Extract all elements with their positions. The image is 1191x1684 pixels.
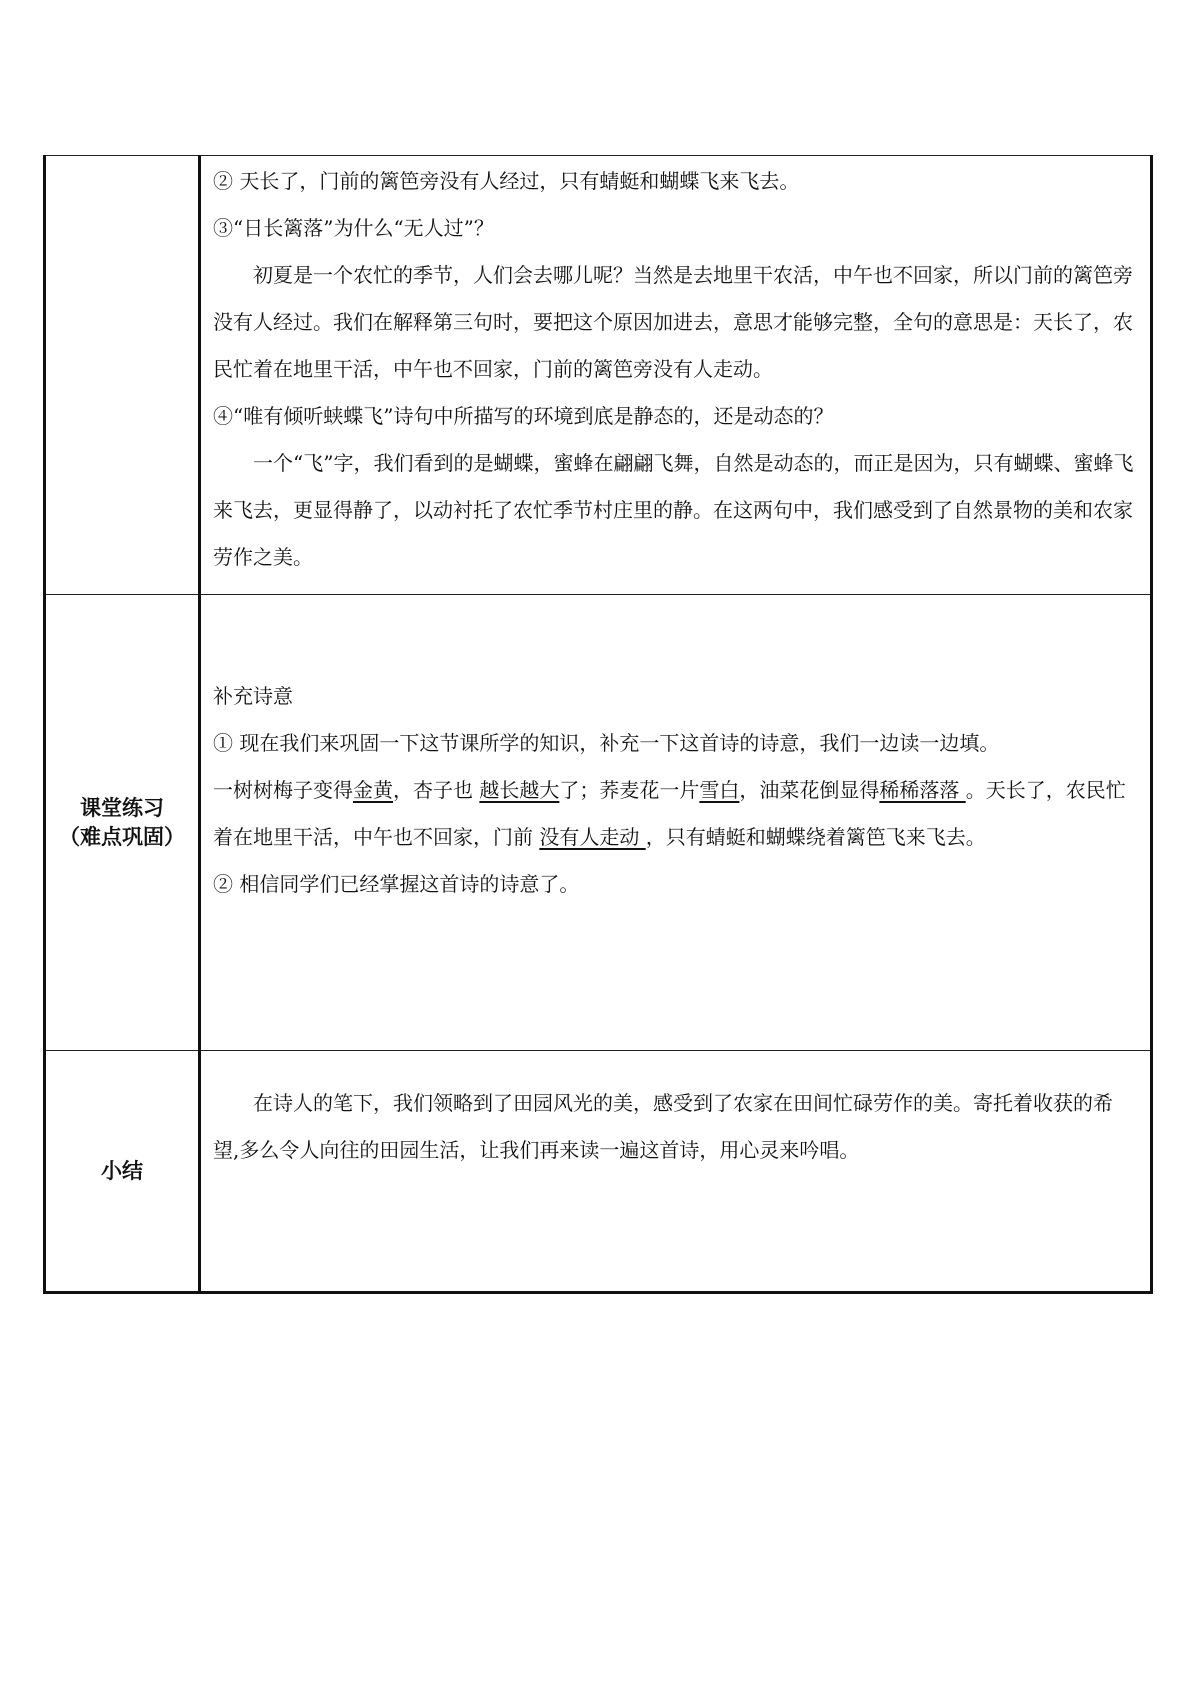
text-line: ② 天长了，门前的篱笆旁没有人经过，只有蜻蜓和蝴蝶飞来飞去。 — [213, 169, 800, 193]
text-span: ，油菜花倒显得 — [739, 778, 880, 802]
row-label-empty — [45, 156, 200, 595]
paragraph: 初夏是一个农忙的季节，人们会去哪儿呢？当然是去地里干农活，中午也不回家，所以门前的篱笆旁没有人经过。我们在解释第三句时，要把这个原因加进去，意思才能够完整，全句的意思是：天长了，农民忙着在地里干活，中午也不回家，门前的篱笆旁没有人走动。 — [213, 263, 1133, 381]
table-row — [45, 1051, 1152, 1293]
text-span: ，只有蜻蜓和蝴蝶绕着篱笆飞来飞去。 — [645, 825, 986, 849]
row-label-practice — [45, 595, 200, 1051]
paragraph: 在诗人的笔下，我们领略到了田园风光的美，感受到了农家在田间忙碌劳作的美。寄托着收获的希望,多么令人向往的田园生活，让我们再来读一遍这首诗，用心灵来吟唱。 — [213, 1091, 1113, 1162]
paragraph: 一个“飞”字，我们看到的是蝴蝶，蜜蜂在翩翩飞舞，自然是动态的，而正是因为，只有蝴蝶、蜜蜂飞来飞去，更显得静了，以动衬托了农忙季节村庄里的静。在这两句中，我们感受到了自然景物的美和农家劳作之美。 — [213, 451, 1134, 569]
section-title: 补充诗意 — [213, 684, 293, 708]
text-line: ② 相信同学们已经掌握这首诗的诗意了。 — [213, 872, 580, 896]
answer-blank: 没有人走动 — [539, 825, 646, 849]
lesson-table — [43, 155, 1153, 1294]
table-row — [45, 595, 1152, 1051]
row-content-practice — [200, 595, 1152, 1051]
text-span: ，杏子也 — [393, 778, 480, 802]
text-span: 一树树梅子变得 — [213, 778, 353, 802]
row-label-summary: 小结 — [45, 1051, 200, 1293]
label-line: 课堂练习 — [80, 795, 164, 820]
answer-blank: 雪白 — [699, 778, 740, 802]
answer-blank: 稀稀落落 — [879, 778, 966, 802]
question-line: ④“唯有倾听蛱蝶飞”诗句中所描写的环境到底是静态的，还是动态的？ — [213, 404, 834, 428]
label-line: （难点巩固） — [59, 824, 185, 849]
answer-blank: 越长越大 — [479, 778, 560, 802]
text-span: 。天长了，农民忙着在地里干活，中午也不回家，门前 — [213, 778, 1126, 849]
question-line: ③“日长篱落”为什么“无人过”？ — [213, 216, 494, 240]
answer-blank: 金黄 — [353, 778, 393, 802]
fill-in-paragraph — [213, 767, 1136, 861]
text-line: ① 现在我们来巩固一下这节课所学的知识，补充一下这首诗的诗意，我们一边读一边填。 — [213, 731, 1000, 755]
text-span: 了；荞麦花一片 — [559, 778, 700, 802]
row-content-analysis — [200, 156, 1152, 595]
row-content-summary — [200, 1051, 1152, 1293]
table-row — [45, 156, 1152, 595]
